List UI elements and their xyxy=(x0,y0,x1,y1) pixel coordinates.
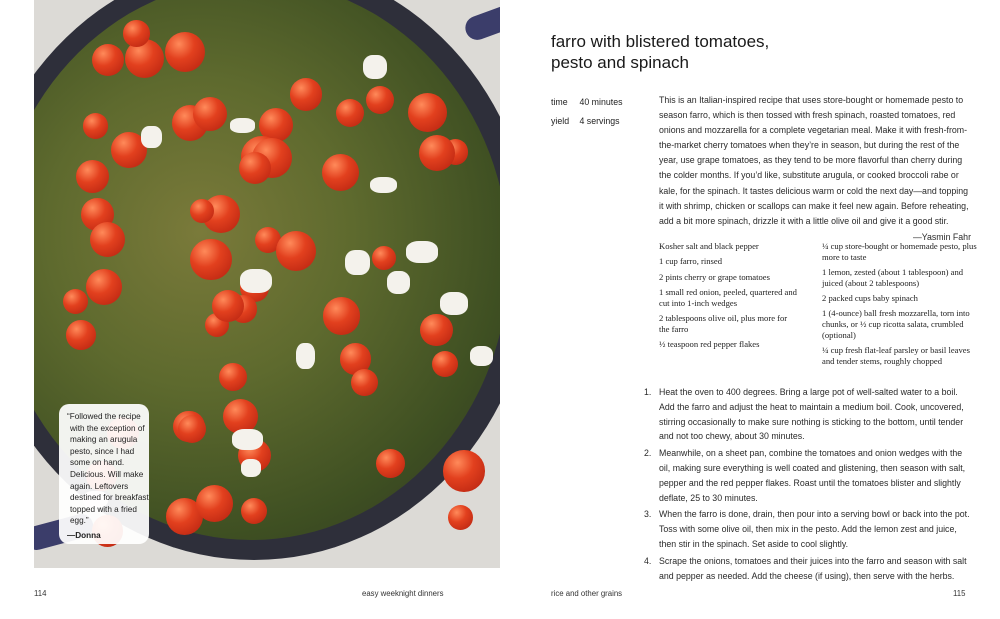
tomato xyxy=(123,20,149,46)
ingredient: 1 (4-ounce) ball fresh mozzarella, torn into chunks, or ½ cup ricotta salata, crumbled (optional) xyxy=(822,308,970,341)
tomato xyxy=(366,86,394,114)
tomato xyxy=(322,154,359,191)
step-text: Meanwhile, on a sheet pan, combine the tomatoes and onion wedges with the oil, making sure everything is well coated and glistening, then season with salt, pepper and the red pepper flakes. Roast until the tomatoes blister and slightly deflate, 25 to 30 minutes. xyxy=(659,448,966,503)
tomato xyxy=(432,351,458,377)
ingredient: Kosher salt and black pepper xyxy=(659,241,759,251)
ingredient: 1 cup farro, rinsed xyxy=(659,256,722,267)
tomato xyxy=(90,222,125,257)
time-value: 40 minutes xyxy=(579,97,623,107)
step-text: When the farro is done, drain, then pour into a serving bowl or back into the pot. Toss with some olive oil, then mix in the pesto. Add the lemon zest and juice, then stir in the spinach. Set aside to cool slightly. xyxy=(659,509,970,549)
mozzarella xyxy=(230,118,255,132)
ingredient: 1 small red onion, peeled, quartered and cut into 1-inch wedges xyxy=(659,286,797,308)
step xyxy=(631,385,971,444)
mozzarella xyxy=(296,343,315,369)
byline: —Yasmin Fahr xyxy=(912,231,971,242)
mozzarella xyxy=(232,429,263,450)
tomato xyxy=(276,231,316,271)
mozzarella xyxy=(406,241,438,263)
mozzarella xyxy=(141,126,161,148)
ingredient: ½ teaspoon red pepper flakes xyxy=(659,339,760,350)
title-line: farro with blistered tomatoes, xyxy=(551,32,770,51)
tomato xyxy=(239,152,271,184)
tomato xyxy=(196,485,233,522)
tomato xyxy=(448,505,473,530)
tomato xyxy=(66,320,95,349)
mozzarella xyxy=(241,459,261,477)
tomato xyxy=(420,314,452,346)
page-number-left: 114 xyxy=(34,589,47,598)
tomato xyxy=(408,93,447,132)
running-footer-left: easy weeknight dinners xyxy=(362,589,444,598)
tomato xyxy=(372,246,396,270)
tomato xyxy=(212,290,244,322)
step-text: Scrape the onions, tomatoes and their juices into the farro and season with salt and pepper as needed. Add the cheese (if using), then serve with the herbs. xyxy=(659,555,967,581)
quote-text: “Followed the recipe with the exception of making an arugula pesto, since I had some on hand. Delicious. Will make again. Leftovers destined for breakfast topped with a fried egg.” xyxy=(67,412,149,526)
step-number: 2. xyxy=(644,448,652,459)
time-label: time xyxy=(551,97,568,107)
step-text: Heat the oven to 400 degrees. Bring a large pot of well-salted water to a boil. Add the farro and adjust the heat to maintain a medium boil. Cook, uncovered, stirring occasionally to make sure nothing is sticking to the bottom, until tender and not too chewy, about 30 minutes. xyxy=(659,387,964,442)
tomato xyxy=(241,498,267,524)
tomato xyxy=(219,363,247,391)
tomato xyxy=(419,135,455,171)
ingredients-column-2 xyxy=(822,241,977,371)
yield-value: 4 servings xyxy=(579,116,620,126)
ingredient: 2 packed cups baby spinach xyxy=(822,293,918,304)
recipe-intro xyxy=(659,93,971,245)
mozzarella xyxy=(387,271,410,294)
tomato xyxy=(92,44,124,76)
mozzarella xyxy=(440,292,468,315)
mozzarella xyxy=(363,55,387,80)
page-number-right: 115 xyxy=(953,589,966,598)
running-footer-right: rice and other grains xyxy=(551,589,623,598)
tomato xyxy=(290,78,323,111)
ingredient: 2 pints cherry or grape tomatoes xyxy=(659,271,770,282)
step xyxy=(631,554,971,584)
step-number: 3. xyxy=(644,509,652,520)
tomato xyxy=(190,239,231,280)
step xyxy=(631,507,971,551)
step-number: 4. xyxy=(644,555,652,566)
mozzarella xyxy=(470,346,493,366)
recipe-title xyxy=(551,31,769,73)
tomato xyxy=(193,97,227,131)
recipe-steps xyxy=(631,385,971,585)
tomato xyxy=(76,160,109,193)
ingredients-column-1 xyxy=(659,241,799,354)
tomato xyxy=(376,449,405,478)
tomato xyxy=(165,32,205,72)
ingredient: ¼ cup fresh flat-leaf parsley or basil leaves and tender stems, roughly chopped xyxy=(822,345,970,367)
reader-quote xyxy=(59,404,149,544)
tomato xyxy=(336,99,364,127)
tomato xyxy=(351,369,378,396)
tomato xyxy=(86,269,122,305)
ingredient: 1 lemon, zested (about 1 tablespoon) and juiced (about 2 tablespoons) xyxy=(822,267,964,288)
mozzarella xyxy=(370,177,397,194)
mozzarella xyxy=(345,250,370,275)
tomato xyxy=(443,450,484,491)
tomato xyxy=(83,113,108,138)
tomato xyxy=(63,289,88,314)
step-number: 1. xyxy=(644,387,652,397)
recipe-meta xyxy=(551,93,622,131)
pan-handle xyxy=(462,0,500,43)
quote-author: —Donna xyxy=(67,530,101,540)
title-line: pesto and spinach xyxy=(551,53,689,72)
ingredient: ¼ cup store-bought or homemade pesto, plus more to taste xyxy=(822,241,977,262)
tomato xyxy=(323,297,360,334)
tomato xyxy=(178,415,206,443)
yield-label: yield xyxy=(551,116,570,126)
ingredient: 2 tablespoons olive oil, plus more for the farro xyxy=(659,312,788,334)
mozzarella xyxy=(240,269,272,294)
intro-text: This is an Italian-inspired recipe that uses store-bought or homemade pesto to season farro, which is then tossed with fresh spinach, roasted tomatoes, red onions and mozzarella for a complete vegetarian meal. Make it with fresh-from-the-market cherry tomatoes when they’re in season, but during the rest of the year, use grape tomatoes, as they tend to be more flavorful than cherry during the colder months. If you’d like, substitute arugula, or cooked broccoli rabe or kale, for the spinach. It tastes delicious warm or cold the next day—and topping it with shrimp, chicken or scallops can make it feel new again. Before reheating, add a bit more spinach, drizzle it with a little olive oil and give it a good stir. xyxy=(659,95,969,226)
step xyxy=(631,446,971,505)
